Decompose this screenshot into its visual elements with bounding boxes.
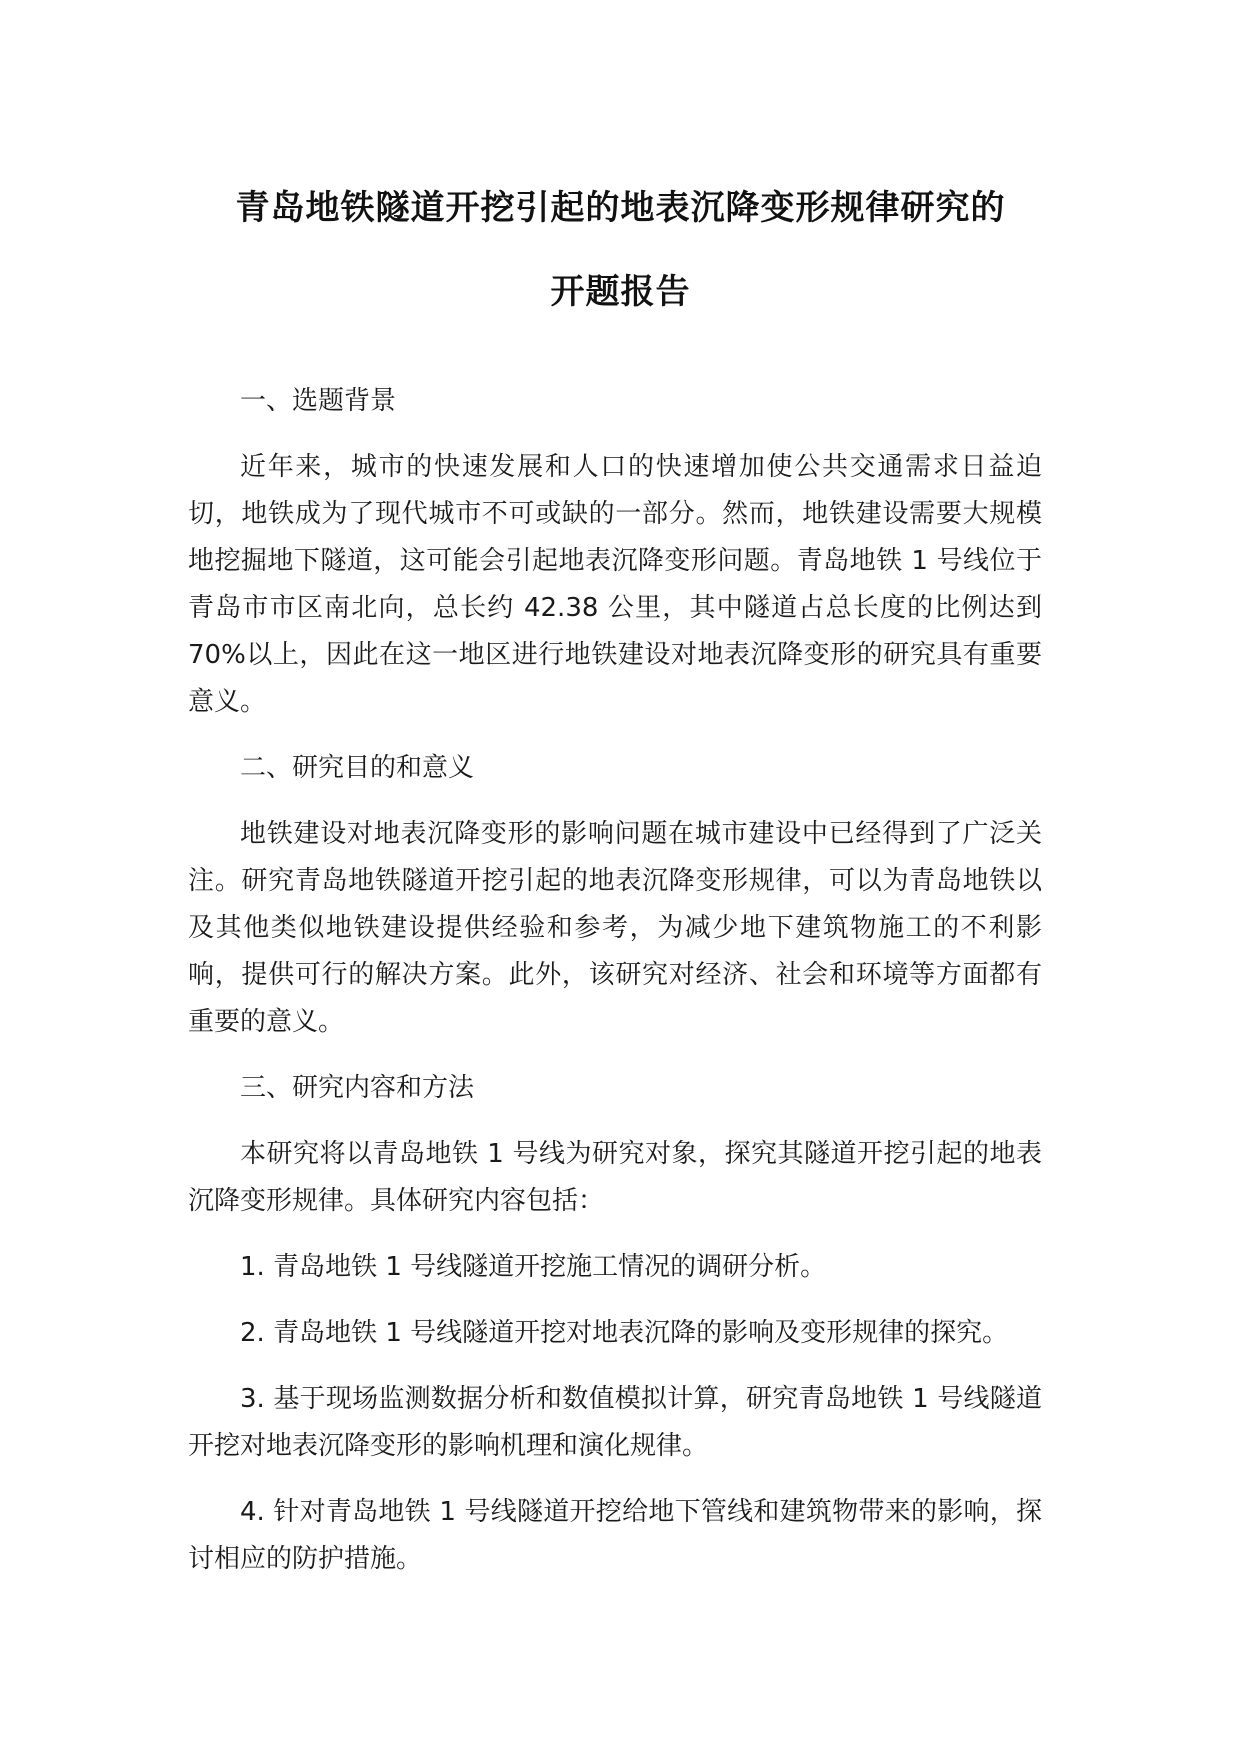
section-purpose bbox=[188, 745, 1042, 1046]
document-title-line-2: 开题报告 bbox=[550, 272, 691, 312]
section-heading: 一、选题背景 bbox=[240, 386, 397, 416]
section-heading: 三、研究内容和方法 bbox=[240, 1073, 475, 1103]
document-title-line-1: 青岛地铁隧道开挖引起的地表沉降变形规律研究的 bbox=[235, 188, 1006, 228]
paragraph: 地铁建设对地表沉降变形的影响问题在城市建设中已经得到了广泛关注。研究青岛地铁隧道开挖引起的地表沉降变形规律，可以为青岛地铁以及其他类似地铁建设提供经验和参考，为减少地下建筑物施工的不利影响，提供可行的解决方案。此外，该研究对经济、社会和环境等方面都有重要的意义。 bbox=[188, 819, 1042, 1037]
document-body bbox=[188, 378, 1042, 1602]
list-item: 4. 针对青岛地铁 1 号线隧道开挖给地下管线和建筑物带来的影响，探讨相应的防护措施。 bbox=[188, 1497, 1042, 1574]
paragraph: 本研究将以青岛地铁 1 号线为研究对象，探究其隧道开挖引起的地表沉降变形规律。具体研究内容包括： bbox=[188, 1139, 1042, 1216]
section-background bbox=[188, 378, 1042, 726]
section-heading: 二、研究目的和意义 bbox=[240, 753, 475, 783]
paragraph: 近年来，城市的快速发展和人口的快速增加使公共交通需求日益迫切，地铁成为了现代城市不可或缺的一部分。然而，地铁建设需要大规模地挖掘地下隧道，这可能会引起地表沉降变形问题。青岛地铁 1 号线位于青岛市市区南北向，总长约 42.38 公里，其中隧道占总长度的比例达到 70%以上，因此在这一地区进行地铁建设对地表沉降变形的研究具有重要意义。 bbox=[188, 452, 1042, 717]
list-item: 1. 青岛地铁 1 号线隧道开挖施工情况的调研分析。 bbox=[240, 1252, 827, 1282]
section-content-methods bbox=[188, 1065, 1042, 1583]
list-item: 2. 青岛地铁 1 号线隧道开挖对地表沉降的影响及变形规律的探究。 bbox=[240, 1318, 1009, 1348]
list-item: 3. 基于现场监测数据分析和数值模拟计算，研究青岛地铁 1 号线隧道开挖对地表沉降变形的影响机理和演化规律。 bbox=[188, 1384, 1042, 1461]
